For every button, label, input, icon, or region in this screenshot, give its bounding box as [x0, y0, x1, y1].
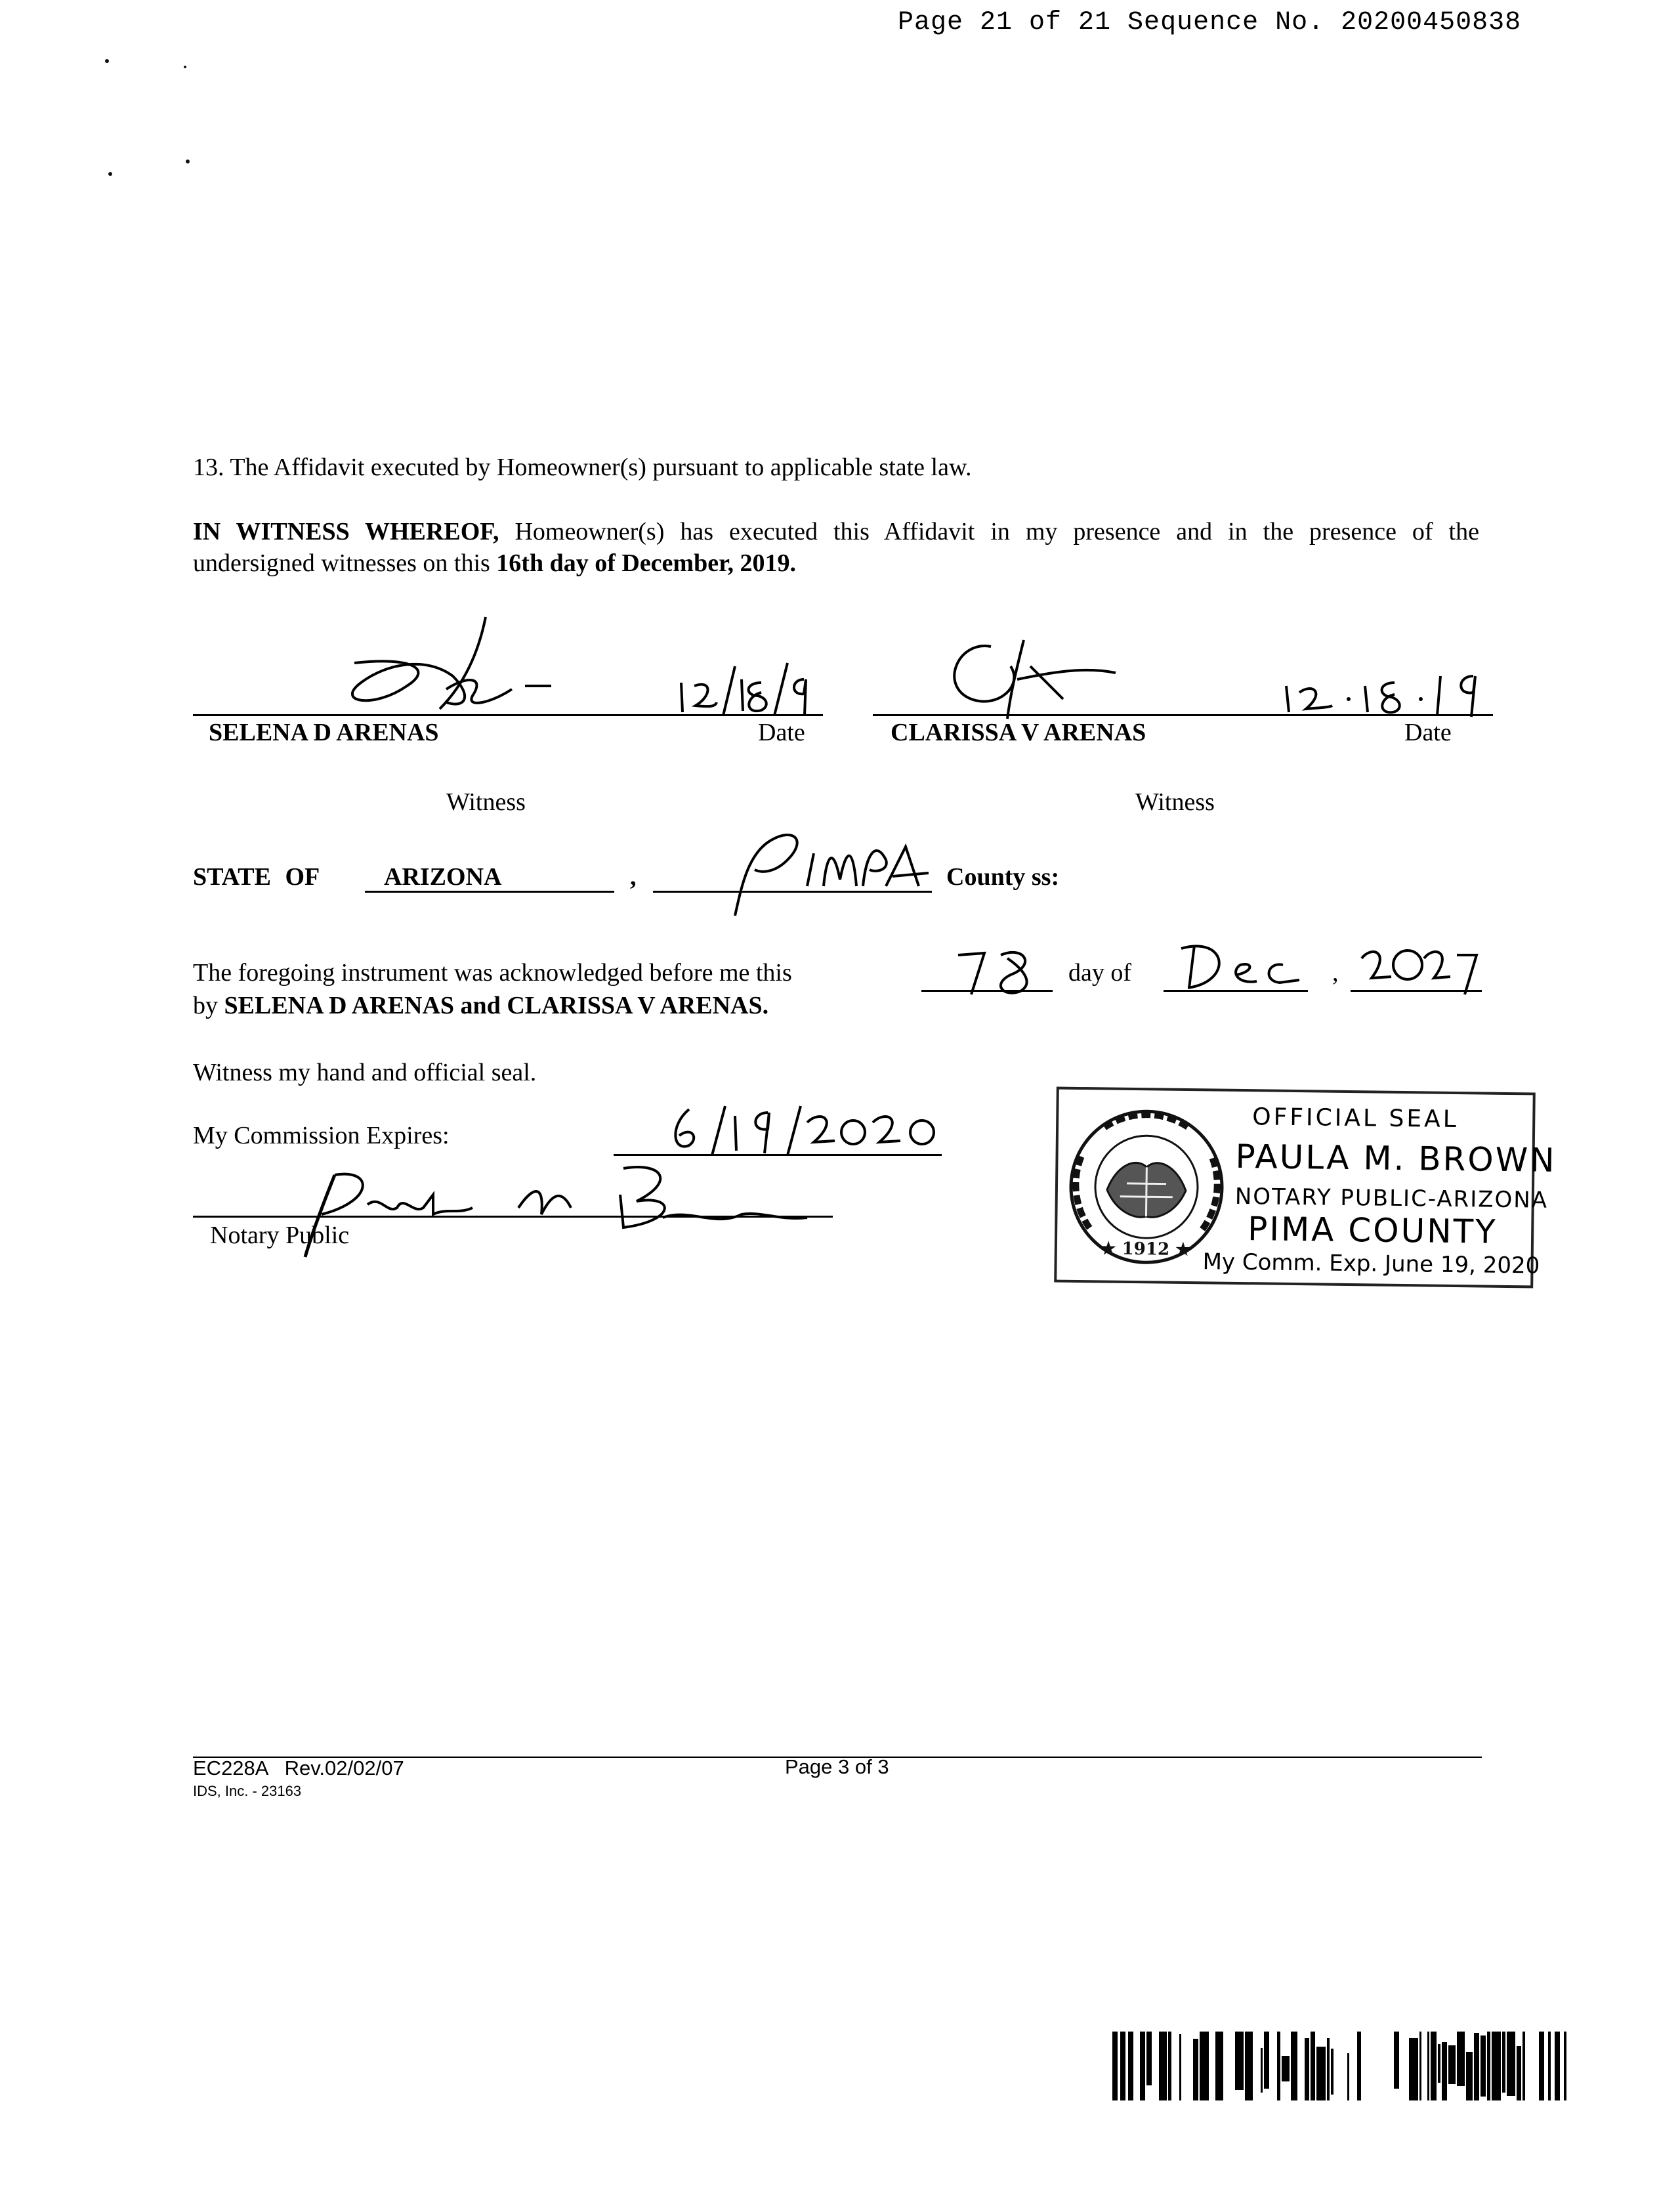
barcode-bar: [1427, 2032, 1429, 2100]
state-value: ARIZONA: [384, 863, 502, 891]
barcode-bar: [1517, 2046, 1521, 2100]
barcode-bar: [1261, 2048, 1263, 2093]
barcode-bar: [1394, 2032, 1399, 2089]
svg-text:★ 1912 ★: ★ 1912 ★: [1101, 1239, 1191, 1260]
barcode-bar: [1168, 2032, 1171, 2100]
signature-line-selena: [193, 714, 823, 716]
barcode-bar: [1474, 2033, 1479, 2100]
signer-date-label-clarissa: Date: [1404, 719, 1452, 746]
barcode-bar: [1140, 2032, 1145, 2100]
signer-date-label-selena: Date: [758, 719, 805, 746]
barcode-bar: [1357, 2032, 1361, 2100]
ack-comma: ,: [1332, 959, 1339, 987]
ack-year-line: [1351, 990, 1482, 992]
barcode-bar: [1200, 2032, 1209, 2100]
county-label: County ss:: [946, 863, 1060, 891]
ack-line-2-names: SELENA D ARENAS and CLARISSA V ARENAS.: [224, 992, 769, 1019]
commission-date-handwritten: [663, 1099, 945, 1159]
signer-name-clarissa: CLARISSA V ARENAS: [891, 719, 1146, 746]
barcode-bar: [1282, 2056, 1290, 2081]
barcode-bar: [1159, 2032, 1167, 2100]
barcode-bar: [1448, 2045, 1456, 2084]
witness-label-clarissa: Witness: [1135, 788, 1215, 816]
barcode-bar: [1457, 2032, 1465, 2086]
barcode-bar: [1347, 2053, 1349, 2100]
barcode-bar: [1480, 2035, 1486, 2097]
barcode-bar: [1120, 2032, 1125, 2100]
barcode-bar: [1193, 2039, 1198, 2100]
footer-page-number: Page 3 of 3: [785, 1755, 889, 1778]
stamp-expiration: My Comm. Exp. June 19, 2020: [1202, 1248, 1540, 1279]
barcode-bar: [1466, 2052, 1473, 2100]
barcode-bar: [1128, 2032, 1133, 2100]
barcode-bar: [1291, 2032, 1297, 2100]
item-13-text: 13. The Affidavit executed by Homeowner(s) pursuant to applicable state law.: [193, 454, 972, 481]
witness-clause-date: 16th day of December, 2019: [496, 549, 790, 577]
barcode-bar: [1555, 2032, 1560, 2100]
barcode-bar: [1316, 2047, 1326, 2100]
barcode-bar: [1419, 2032, 1421, 2100]
arizona-state-seal: [1063, 1104, 1229, 1270]
stamp-county: PIMA COUNTY: [1247, 1210, 1498, 1251]
barcode-bar: [1277, 2032, 1280, 2100]
barcode-bar: [1487, 2032, 1490, 2100]
scan-speck: [186, 160, 190, 163]
barcode-bar: [1492, 2032, 1501, 2100]
page-sequence-header: Page 21 of 21 Sequence No. 20200450838: [898, 8, 1522, 37]
barcode-bar: [1264, 2032, 1269, 2089]
barcode-bar: [1311, 2032, 1315, 2100]
witness-clause-text-a: Homeowner(s) has executed this Affidavit in my presence and in the presence of the: [499, 518, 1479, 545]
barcode-bar: [1112, 2032, 1118, 2100]
ack-month-handwritten: [1175, 935, 1306, 994]
venue-comma: ,: [630, 863, 637, 891]
official-seal-stamp: [1054, 1087, 1557, 1289]
county-line: [653, 891, 932, 893]
acknowledgment-line-1: The foregoing instrument was acknowledged before me this: [193, 959, 792, 987]
signature-line-clarissa: [873, 714, 1493, 716]
scan-speck: [108, 172, 112, 176]
barcode-bar: [1564, 2032, 1566, 2100]
scan-speck: [184, 66, 186, 68]
barcode-bar: [1438, 2044, 1440, 2083]
witness-clause: [193, 516, 1479, 579]
barcode-bar: [1539, 2032, 1544, 2100]
barcode-bar: [1507, 2032, 1515, 2096]
ack-line-2-prefix: by: [193, 992, 224, 1019]
stamp-title: OFFICIAL SEAL: [1252, 1103, 1460, 1134]
scan-speck: [105, 59, 109, 63]
ack-day-of: day of: [1068, 959, 1132, 987]
ack-day-line: [921, 990, 1053, 992]
signer-name-selena: SELENA D ARENAS: [209, 719, 439, 746]
ack-year-handwritten: [1352, 939, 1483, 998]
ack-day-handwritten: [945, 939, 1050, 998]
barcode-bar: [1327, 2038, 1330, 2100]
commission-line: [614, 1154, 942, 1156]
state-of-label: STATE OF: [193, 863, 320, 891]
barcode-bar: [1215, 2032, 1223, 2100]
acknowledgment-line-2: [193, 990, 768, 1021]
document-barcode: [1112, 2032, 1585, 2100]
barcode-bar: [1331, 2049, 1334, 2095]
ack-month-line: [1164, 990, 1308, 992]
barcode-bar: [1431, 2032, 1437, 2100]
footer-form-number: EC228A Rev.02/02/07: [193, 1757, 404, 1779]
selena-date-handwritten: [676, 660, 827, 719]
barcode-bar: [1548, 2032, 1551, 2100]
commission-label: My Commission Expires:: [193, 1122, 450, 1149]
notary-signature: [282, 1155, 820, 1260]
notary-signature-line: [193, 1216, 833, 1218]
stamp-notary-role: NOTARY PUBLIC-ARIZONA: [1234, 1183, 1549, 1214]
notary-public-label: Notary Public: [210, 1222, 350, 1249]
barcode-bar: [1522, 2032, 1525, 2100]
barcode-bar: [1409, 2038, 1418, 2100]
witness-clause-period: .: [789, 549, 796, 577]
barcode-bar: [1179, 2034, 1181, 2100]
witness-clause-lead: IN WITNESS WHEREOF,: [193, 518, 499, 545]
selena-signature: [315, 610, 564, 729]
clarissa-signature: [932, 627, 1142, 725]
barcode-bar: [1442, 2042, 1447, 2100]
barcode-bar: [1245, 2032, 1253, 2100]
stamp-notary-name: PAULA M. BROWN: [1235, 1137, 1557, 1180]
hand-seal-text: Witness my hand and official seal.: [193, 1059, 537, 1086]
barcode-bar: [1502, 2032, 1505, 2093]
barcode-bar: [1146, 2032, 1152, 2085]
footer-vendor: IDS, Inc. - 23163: [193, 1783, 302, 1799]
witness-clause-text-b: undersigned witnesses on this: [193, 549, 497, 577]
witness-label-selena: Witness: [446, 788, 526, 816]
county-handwritten: [709, 814, 932, 919]
clarissa-date-handwritten: [1280, 663, 1496, 719]
barcode-bar: [1305, 2038, 1309, 2100]
barcode-bar: [1235, 2032, 1244, 2090]
state-line: [365, 891, 614, 893]
